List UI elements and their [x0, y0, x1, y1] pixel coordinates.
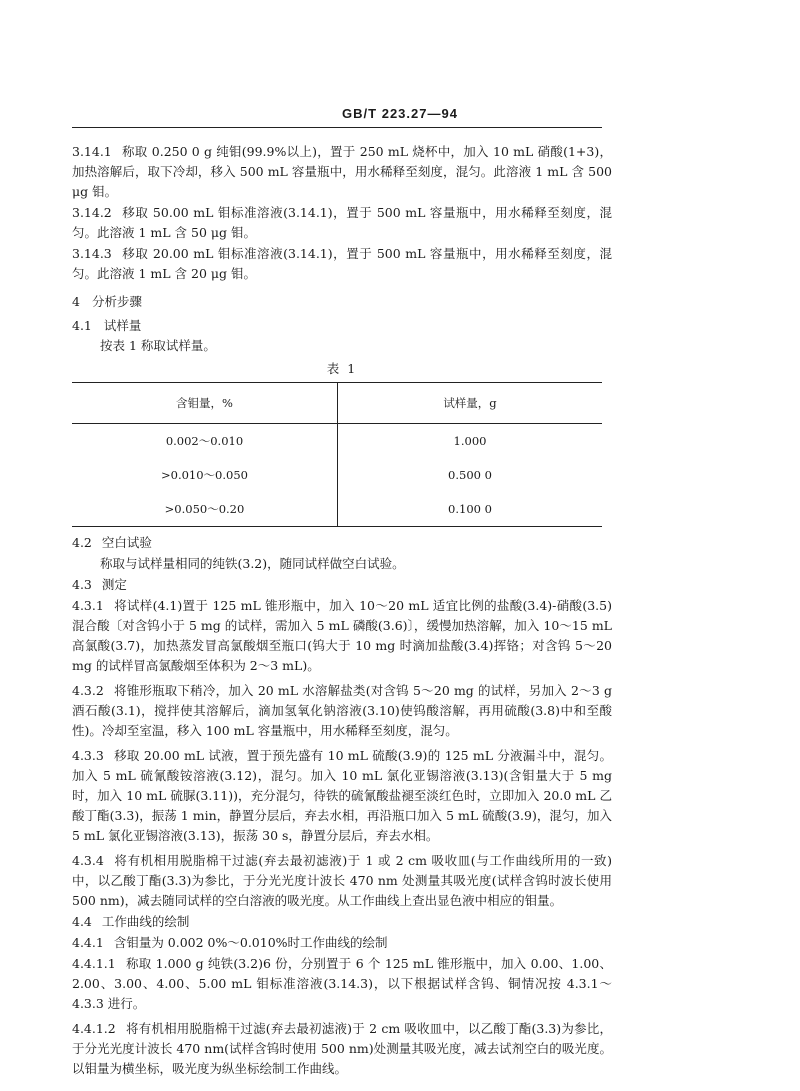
table-row [72, 492, 602, 527]
cell-sample-mass: 0.500 0 [448, 467, 492, 482]
clause-number: 4.3.4 [72, 853, 104, 868]
clause-4-4-1-heading [72, 933, 612, 953]
clause-number: 4.4.1 [72, 935, 104, 950]
clause-title: 测定 [101, 577, 127, 592]
clause-4-3-2 [72, 681, 612, 741]
clause-4-4-1-1 [72, 954, 612, 1014]
clause-text: 称取 1.000 g 纯铁(3.2)6 份，分别置于 6 个 125 mL 锥形瓶中，加入 0.00、1.00、2.00、3.00、4.00、5.00 mL 钼标准溶液(3.14.3)，以下根据试样含钨、铜情况按 4.3.1～4.3.3 进行。 [72, 956, 612, 1011]
clause-number: 3.14.2 [72, 205, 112, 220]
clause-text: 将锥形瓶取下稍冷，加入 20 mL 水溶解盐类(对含钨 5～20 mg 的试样，另加入 2～3 g 酒石酸(3.1)，搅拌使其溶解后，滴加氢氧化钠溶液(3.10)使钨酸溶解，再用硫酸(3.8)中和至酸性)。冷却至室温，移入 100 mL 容量瓶中，用水稀释至刻度，混匀。 [72, 683, 612, 738]
table-row [72, 458, 602, 492]
clause-text: 移取 20.00 mL 钼标准溶液(3.14.1)，置于 500 mL 容量瓶中，用水稀释至刻度，混匀。此溶液 1 mL 含 20 μg 钼。 [72, 246, 612, 281]
clause-number: 4.4 [72, 914, 92, 929]
header-sample-mass: 试样量，g [338, 383, 603, 424]
table-1-title: 表 1 [326, 361, 358, 376]
section-4-heading [72, 292, 612, 312]
cell-content-range: >0.010～0.050 [72, 458, 338, 492]
clause-text: 将试样(4.1)置于 125 mL 锥形瓶中，加入 10～20 mL 适宜比例的盐酸(3.4)-硝酸(3.5)混合酸〔对含钨小于 5 mg 的试样，需加入 5 mL 磷酸(3.6)〕，缓慢加热溶解，加入 10～15 mL 高氯酸(3.7)，加热蒸发冒高氯酸烟至瓶口(钨大于 10 mg 时滴加盐酸(3.4)挥铬；对含钨 5～20 mg 的试样冒高氯酸烟至体积为 2～3 mL)。 [72, 598, 612, 673]
clause-title: 空白试验 [101, 535, 152, 550]
clause-text: 将有机相用脱脂棉干过滤(弃去最初滤液)于 2 cm 吸收皿中，以乙酸丁酯(3.3)为参比，于分光光度计波长 470 nm(试样含钨时使用 500 nm)处测量其吸光度，减去试剂空白的吸光度。以钼量为横坐标，吸光度为纵坐标绘制工作曲线。 [72, 1021, 612, 1076]
clause-number: 4.1 [72, 318, 92, 333]
clause-number: 4.2 [72, 535, 92, 550]
clause-3-14-2 [72, 203, 612, 243]
header-molybdenum-content: 含钼量，% [72, 383, 338, 424]
clause-number: 4.3 [72, 577, 92, 592]
table-header-row [72, 383, 602, 424]
clause-number: 4.3.3 [72, 748, 104, 763]
clause-4-3-1 [72, 596, 612, 676]
sample-mass-table [72, 382, 602, 527]
clause-4-1-heading [72, 316, 612, 336]
clause-3-14-1 [72, 142, 612, 202]
clause-number: 4.3.2 [72, 683, 104, 698]
cell-content-range: >0.050～0.20 [72, 492, 338, 527]
clause-title: 含钼量为 0.002 0%～0.010%时工作曲线的绘制 [113, 935, 388, 950]
clause-text: 移取 20.00 mL 试液，置于预先盛有 10 mL 硫酸(3.9)的 125 mL 分液漏斗中，混匀。加入 5 mL 硫氰酸铵溶液(3.12)，混匀。加入 10 mL 氯化亚锡溶液(3.13)(含钼量大于 5 mg 时，加入 10 mL 硫脲(3.11))，充分混匀，待铁的硫氰酸盐褪至淡红色时，立即加入 20.0 mL 乙酸丁酯(3.3)，振荡 1 min，静置分层后，弃去水相，再沿瓶口加入 5 mL 硫酸(3.9)，混匀，加入 5 mL 氯化亚锡溶液(3.13)，振荡 30 s，静置分层后，弃去水相。 [72, 748, 612, 843]
clause-text: 称取 0.250 0 g 纯钼(99.9%以上)，置于 250 mL 烧杯中，加入 10 mL 硝酸(1+3)，加热溶解后，取下冷却，移入 500 mL 容量瓶中，用水稀释至刻度，混匀。此溶液 1 mL 含 500 μg 钼。 [72, 144, 612, 199]
cell-content-range: 0.002～0.010 [72, 424, 338, 459]
clause-4-3-4 [72, 851, 612, 911]
clause-4-2-text: 称取与试样量相同的纯铁(3.2)，随同试样做空白试验。 [100, 556, 405, 571]
clause-4-4-heading [72, 912, 612, 932]
clause-number: 4.3.1 [72, 598, 104, 613]
header-rule [72, 127, 602, 128]
cell-sample-mass: 0.100 0 [448, 501, 492, 516]
clause-4-3-3 [72, 746, 612, 846]
clause-3-14-3 [72, 244, 612, 284]
clause-4-1-text: 按表 1 称取试样量。 [100, 338, 216, 353]
clause-number: 4.4.1.1 [72, 956, 116, 971]
clause-4-4-1-2 [72, 1019, 612, 1079]
section-number: 4 [72, 294, 80, 309]
document-body [72, 142, 612, 1080]
table-row [72, 424, 602, 459]
clause-title: 工作曲线的绘制 [101, 914, 190, 929]
clause-text: 将有机相用脱脂棉干过滤(弃去最初滤液)于 1 或 2 cm 吸收皿(与工作曲线所用的一致)中，以乙酸丁酯(3.3)为参比，于分光光度计波长 470 nm 处测量其吸光度(试样含钨时波长使用 500 nm)，减去随同试样的空白溶液的吸光度。从工作曲线上查出显色液中相应的钼量。 [72, 853, 612, 908]
clause-number: 4.4.1.2 [72, 1021, 116, 1036]
section-title: 分析步骤 [91, 294, 142, 309]
clause-number: 3.14.1 [72, 144, 112, 159]
cell-sample-mass: 1.000 [453, 433, 487, 448]
clause-text: 移取 50.00 mL 钼标准溶液(3.14.1)，置于 500 mL 容量瓶中，用水稀释至刻度，混匀。此溶液 1 mL 含 50 μg 钼。 [72, 205, 612, 240]
standard-code-header: GB/T 223.27—94 [342, 106, 458, 121]
clause-4-3-heading [72, 575, 612, 595]
clause-number: 3.14.3 [72, 246, 112, 261]
clause-title: 试样量 [103, 318, 142, 333]
clause-4-2-heading [72, 533, 612, 553]
